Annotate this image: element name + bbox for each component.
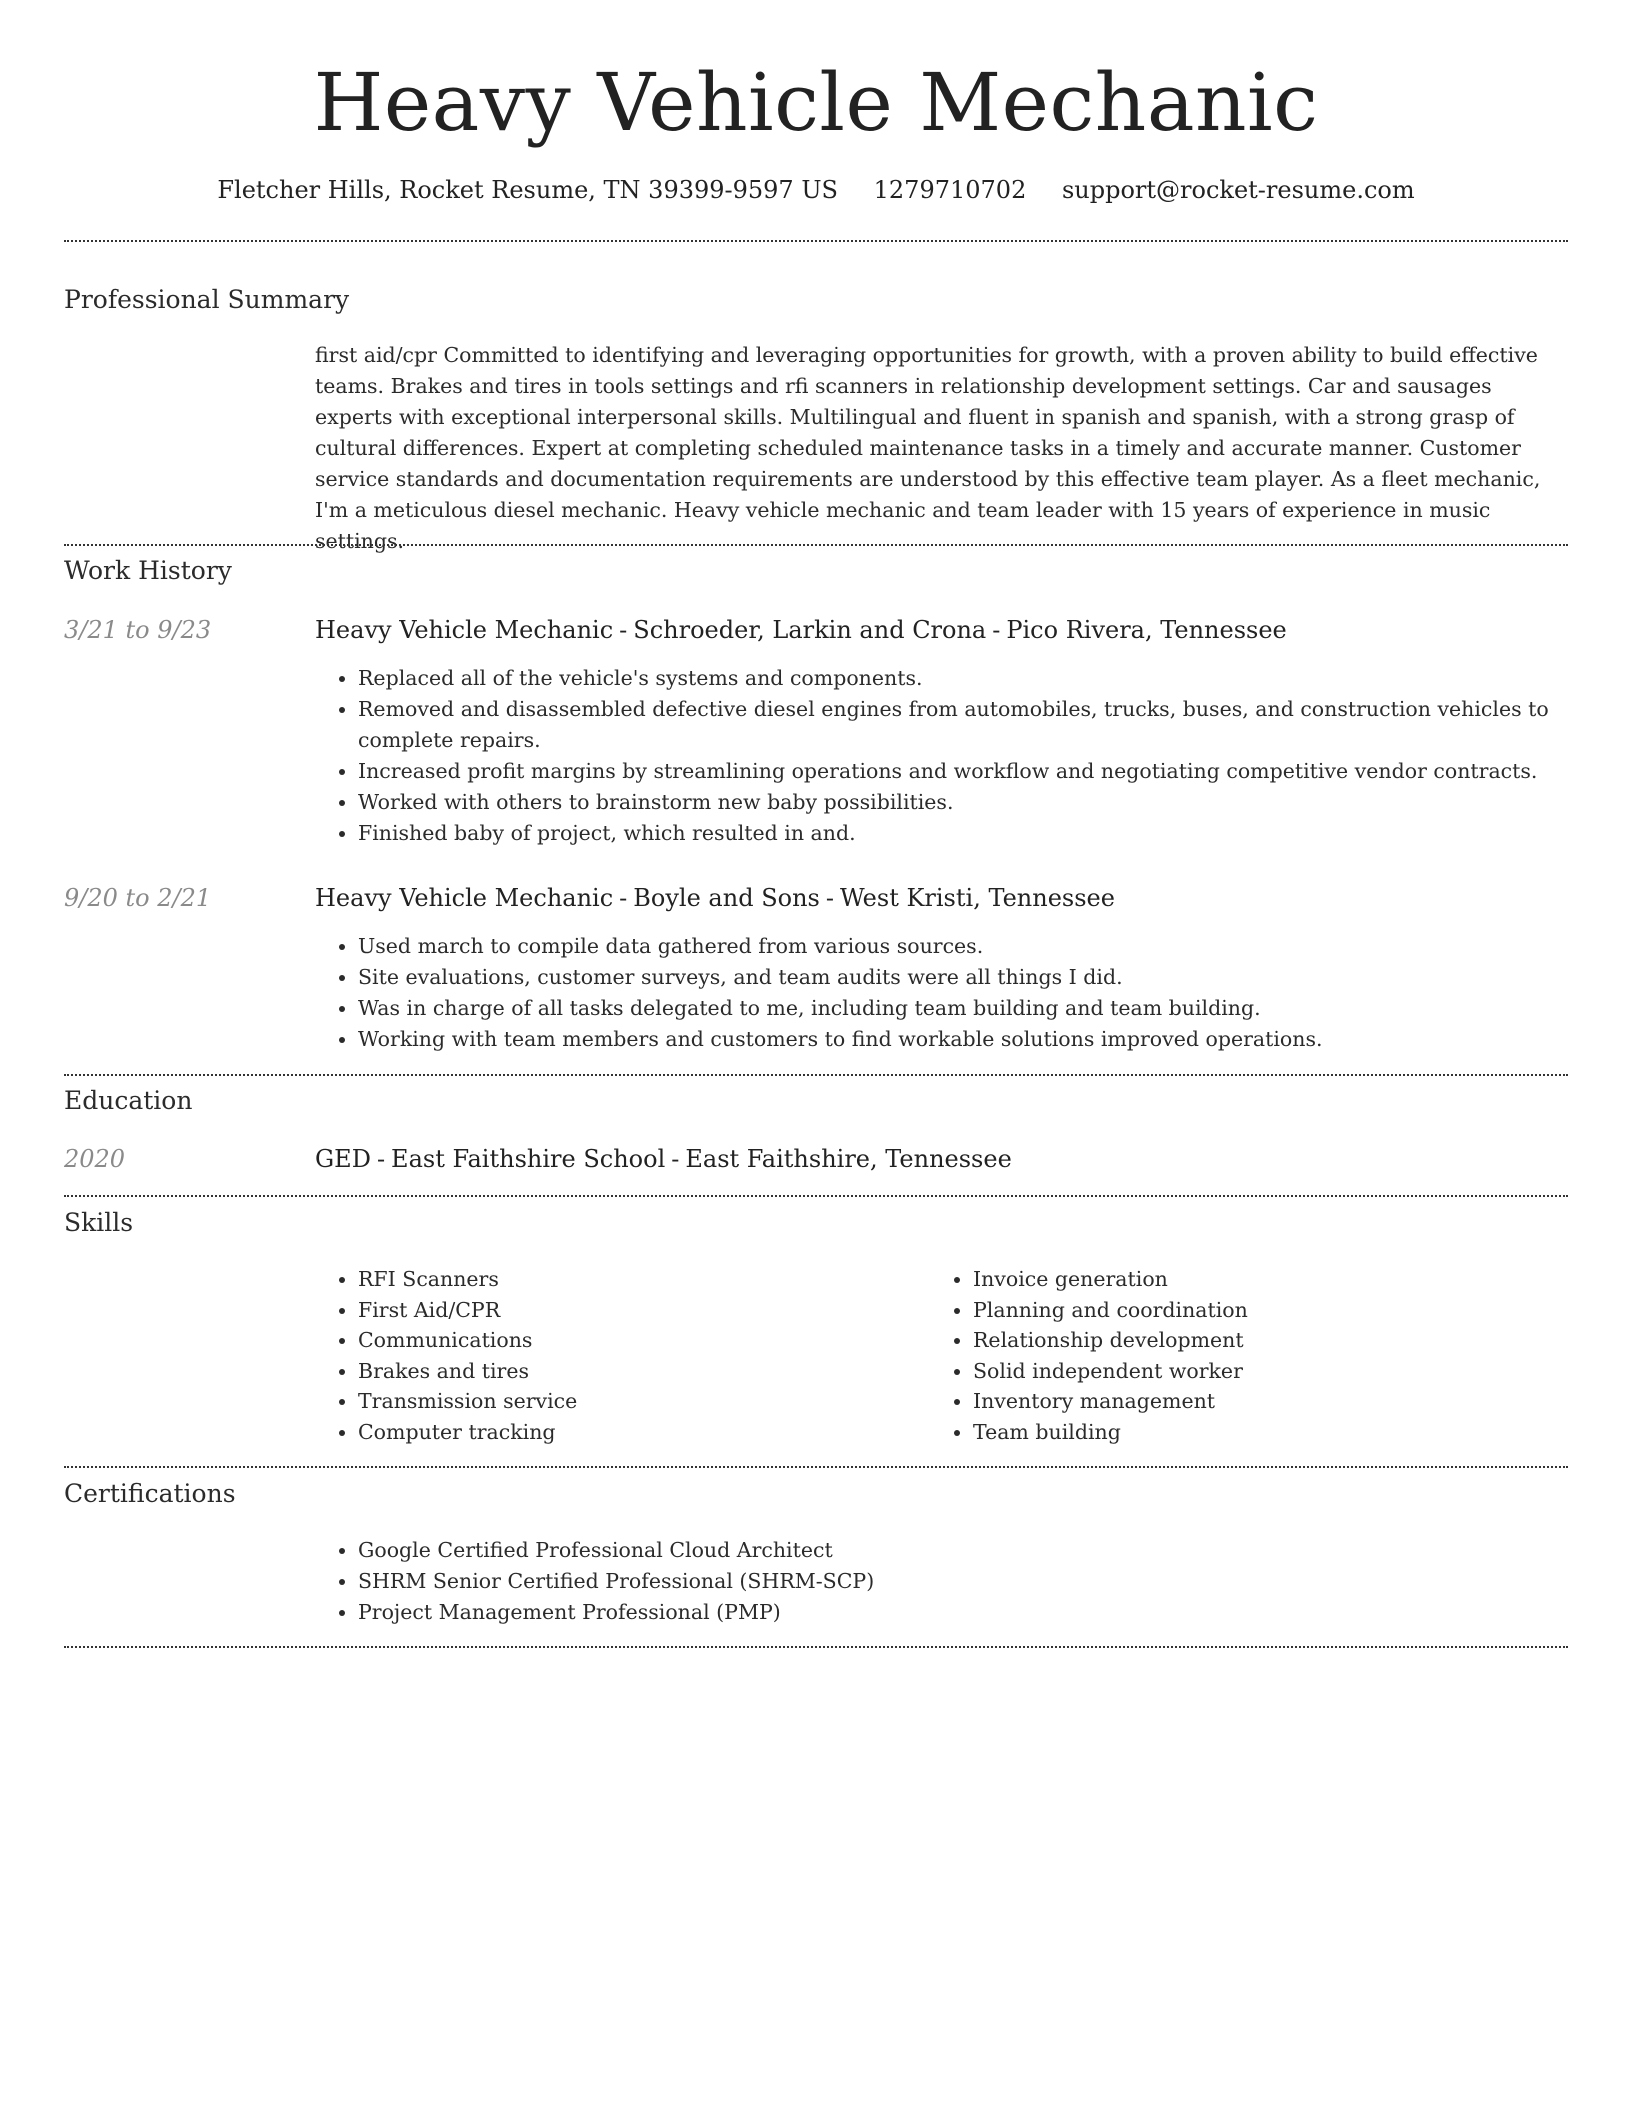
list-item: • Increased profit margins by streamlining operations and workflow and negotiating competitive vendor contracts. [358,756,1568,787]
skill-item: • Team building [973,1417,1533,1448]
education-location: East Faithshire, Tennessee [685,1145,1012,1173]
job-position: Heavy Vehicle Mechanic [315,616,614,644]
job-heading [315,880,1115,916]
skills-list-right [930,1264,1533,1447]
section-title-work-history: Work History [64,556,232,585]
divider [64,1466,1568,1468]
skill-item: • First Aid/CPR [358,1295,918,1326]
list-item: • Used march to compile data gathered from various sources. [358,931,1568,962]
certification-item: • SHRM Senior Certified Professional (SHRM-SCP) [358,1566,1568,1597]
separator: - [619,616,628,644]
job-bullets [315,663,1568,849]
job-dates: 3/21 to 9/23 [64,616,212,644]
contact-phone: 1279710702 [873,176,1027,204]
job-company: Boyle and Sons [633,884,820,912]
list-item: • Replaced all of the vehicle's systems and components. [358,663,1568,694]
summary-text: first aid/cpr Committed to identifying and leveraging opportunities for growth, with a proven ability to build effective teams. Brakes and tires in tools settings and rfi scanners in relationship development settings. Car and sausages experts with exceptional interpersonal skills. Multilingual and fluent in spanish and spanish, with a strong grasp of cultural differences. Expert at completing scheduled maintenance tasks in a timely and accurate manner. Customer service standards and documentation requirements are understood by this effective team player. As a fleet mechanic, I'm a meticulous diesel mechanic. Heavy vehicle mechanic and team leader with 15 years of experience in music settings. [315,343,1541,553]
skill-item: • Transmission service [358,1386,918,1417]
skill-item: • Brakes and tires [358,1356,918,1387]
resume-name: Heavy Vehicle Mechanic [313,56,1319,149]
list-item: • Site evaluations, customer surveys, and team audits were all things I did. [358,962,1568,993]
certifications-list [315,1535,1568,1628]
section-title-skills: Skills [64,1208,134,1237]
job-location: West Kristi, Tennessee [839,884,1115,912]
skill-item: • Inventory management [973,1386,1533,1417]
list-item: • Working with team members and customers to find workable solutions improved operations. [358,1024,1568,1055]
separator: - [619,884,628,912]
education-degree: GED [315,1145,371,1173]
job-bullets [315,931,1568,1055]
education-school: East Faithshire School [391,1145,666,1173]
skill-item: • Communications [358,1325,918,1356]
divider [64,1646,1568,1648]
job-company: Schroeder, Larkin and Crona [633,616,987,644]
section-title-summary: Professional Summary [64,285,350,314]
separator: - [825,884,834,912]
section-title-certifications: Certifications [64,1479,236,1508]
separator: - [376,1145,386,1173]
contact-line [0,170,1632,210]
separator: - [671,1145,680,1173]
list-item: • Removed and disassembled defective diesel engines from automobiles, trucks, buses, and construction vehicles to complete repairs. [358,694,1568,756]
divider [64,1074,1568,1076]
section-title-education: Education [64,1086,193,1115]
skill-item: • Relationship development [973,1325,1533,1356]
contact-address: Fletcher Hills, Rocket Resume, TN 39399-9597 US [217,176,838,204]
list-item: • Finished baby of project, which resulted in and. [358,818,1568,849]
separator: - [992,616,1001,644]
job-location: Pico Rivera, Tennessee [1006,616,1287,644]
job-dates: 9/20 to 2/21 [64,884,212,912]
certification-item: • Project Management Professional (PMP) [358,1597,1568,1628]
skill-item: • Solid independent worker [973,1356,1533,1387]
skill-item: • Computer tracking [358,1417,918,1448]
divider [64,1195,1568,1197]
education-heading [315,1141,1012,1177]
divider [64,240,1568,242]
list-item: • Was in charge of all tasks delegated to me, including team building and team building. [358,993,1568,1024]
education-year: 2020 [64,1145,126,1173]
skill-item: • Invoice generation [973,1264,1533,1295]
list-item: • Worked with others to brainstorm new baby possibilities. [358,787,1568,818]
skill-item: • Planning and coordination [973,1295,1533,1326]
skills-list-left [315,1264,918,1447]
job-position: Heavy Vehicle Mechanic [315,884,614,912]
certification-item: • Google Certified Professional Cloud Architect [358,1535,1568,1566]
job-heading [315,612,1287,648]
skill-item: • RFI Scanners [358,1264,918,1295]
contact-email: support@rocket-resume.com [1061,176,1415,204]
divider [64,544,1568,546]
